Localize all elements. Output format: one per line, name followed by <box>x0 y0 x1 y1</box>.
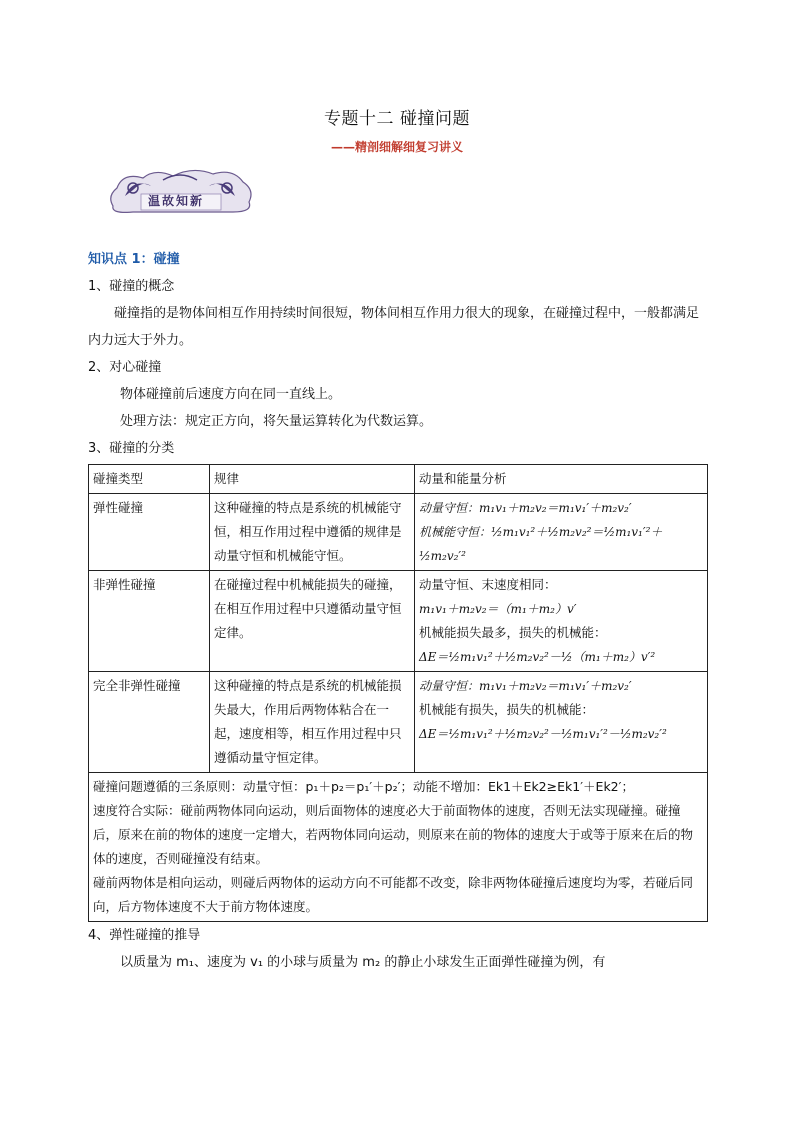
table-row <box>89 494 708 571</box>
collision-rule: 这种碰撞的特点是系统的机械能损失最大，作用后两物体粘合在一起，速度相等，相互作用过程中只遵循动量守恒定律。 <box>210 672 415 773</box>
collision-rule: 这种碰撞的特点是系统的机械能守恒，相互作用过程中遵循的规律是动量守恒和机械能守恒。 <box>210 494 415 571</box>
summary-line: 速度符合实际：碰前两物体同向运动，则后面物体的速度必大于前面物体的速度，否则无法实现碰撞。碰撞后，原来在前的物体的速度一定增大，若两物体同向运动，则原来在前的物体的速度大于或等于原来在后的物体的速度，否则碰撞没有结束。 <box>93 803 694 866</box>
table-row <box>89 672 708 773</box>
item1-text: 碰撞指的是物体间相互作用持续时间很短，物体间相互作用力很大的现象，在碰撞过程中，一般都满足内力远大于外力。 <box>88 306 700 348</box>
analysis-line: 动量守恒：m₁v₁＋m₂v₂＝m₁v₁′＋m₂v₂′ <box>419 501 632 515</box>
table-header-row <box>89 465 708 494</box>
analysis-line: 机械能守恒：½m₁v₁²＋½m₂v₂²＝½m₁v₁′²＋½m₂v₂′² <box>419 525 663 563</box>
collision-type: 非弹性碰撞 <box>89 571 210 672</box>
summary-line: 碰撞问题遵循的三条原则：动量守恒：p₁＋p₂＝p₁′＋p₂′；动能不增加：Ek1＋Ek2≥Ek1′＋Ek2′； <box>93 779 634 794</box>
page-subtitle: ——精剖细解细复习讲义 <box>330 140 463 154</box>
item2-line1: 物体碰撞前后速度方向在同一直线上。 <box>120 387 342 402</box>
analysis-line: ΔE＝½m₁v₁²＋½m₂v₂²－½（m₁＋m₂）v′² <box>419 650 656 664</box>
analysis-line: 动量守恒、末速度相同： <box>419 577 557 592</box>
item3-title: 3、碰撞的分类 <box>88 441 175 456</box>
item4-title: 4、弹性碰撞的推导 <box>88 928 201 943</box>
analysis-line: 机械能有损失，损失的机械能： <box>419 702 595 717</box>
table-header: 碰撞类型 <box>89 465 210 494</box>
badge-label: 温故知新 <box>148 194 205 208</box>
table-header: 规律 <box>210 465 415 494</box>
analysis-line: 动量守恒：m₁v₁＋m₂v₂＝m₁v₁′＋m₂v₂′ <box>419 679 632 693</box>
collision-type: 完全非弹性碰撞 <box>89 672 210 773</box>
analysis-cell <box>415 494 708 571</box>
analysis-line: 机械能损失最多，损失的机械能： <box>419 625 607 640</box>
analysis-cell <box>415 672 708 773</box>
item2-line2: 处理方法：规定正方向，将矢量运算转化为代数运算。 <box>120 414 433 429</box>
item1-title: 1、碰撞的概念 <box>88 279 175 294</box>
main-content <box>88 246 708 976</box>
collision-rule: 在碰撞过程中机械能损失的碰撞，在相互作用过程中只遵循动量守恒定律。 <box>210 571 415 672</box>
collision-type: 弹性碰撞 <box>89 494 210 571</box>
table-row <box>89 571 708 672</box>
section-heading: 知识点 1：碰撞 <box>88 252 180 267</box>
summary-cell <box>89 773 708 922</box>
table-header: 动量和能量分析 <box>415 465 708 494</box>
analysis-cell <box>415 571 708 672</box>
item2-title: 2、对心碰撞 <box>88 360 162 375</box>
collision-table <box>88 464 708 922</box>
item4-text: 以质量为 m₁、速度为 v₁ 的小球与质量为 m₂ 的静止小球发生正面弹性碰撞为例，有 <box>120 955 606 970</box>
analysis-line: m₁v₁＋m₂v₂＝（m₁＋m₂）v′ <box>419 602 577 616</box>
summary-line: 碰前两物体是相向运动，则碰后两物体的运动方向不可能都不改变，除非两物体碰撞后速度均为零，若碰后同向，后方物体速度不大于前方物体速度。 <box>93 875 694 914</box>
table-summary-row <box>89 773 708 922</box>
page-title: 专题十二 碰撞问题 <box>324 109 470 129</box>
review-badge-image <box>103 166 258 218</box>
analysis-line: ΔE＝½m₁v₁²＋½m₂v₂²－½m₁v₁′²－½m₂v₂′² <box>419 727 667 741</box>
